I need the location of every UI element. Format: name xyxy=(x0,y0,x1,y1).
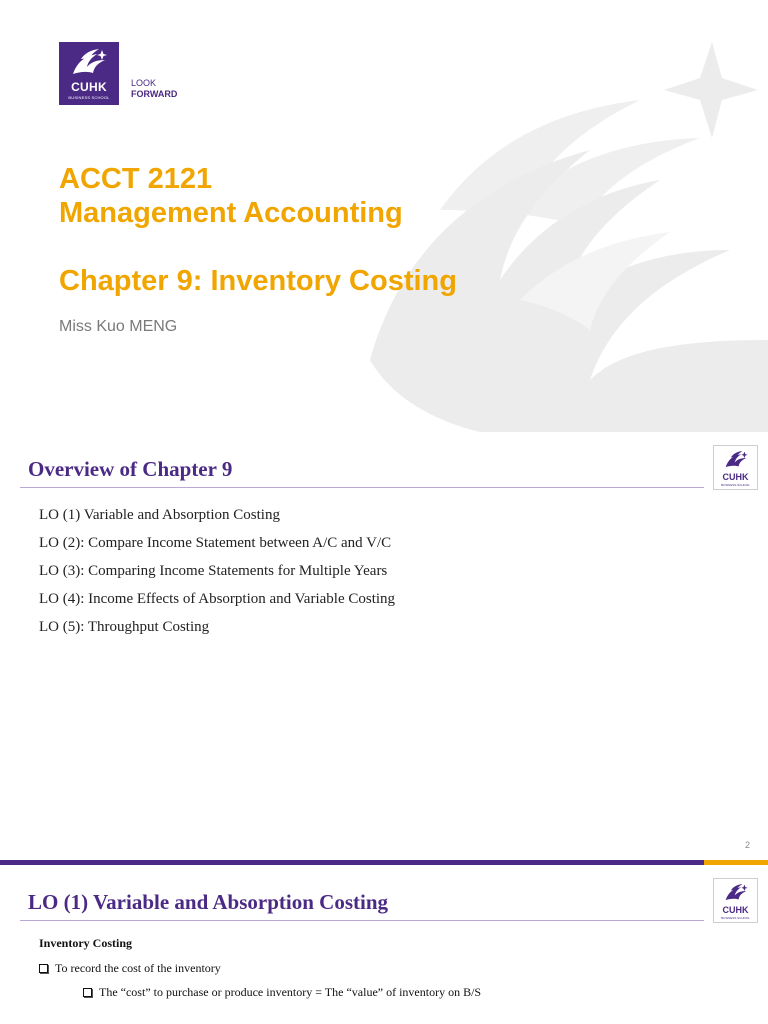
cuhk-logo xyxy=(59,42,119,105)
course-name: Management Accounting xyxy=(59,197,403,229)
phoenix-logo-icon xyxy=(722,449,750,471)
title-slide xyxy=(0,0,768,432)
bullet-item xyxy=(39,961,221,976)
author-name: Miss Kuo MENG xyxy=(59,318,178,335)
list-item: LO (3): Comparing Income Statements for Multiple Years xyxy=(39,563,388,579)
logo-brand-text: CUHK xyxy=(71,80,107,94)
slide-heading: Overview of Chapter 9 xyxy=(28,457,233,481)
section-subheading: Inventory Costing xyxy=(39,936,133,950)
list-item: LO (1) Variable and Absorption Costing xyxy=(39,507,280,523)
heading-rule xyxy=(20,920,704,921)
list-item: LO (4): Income Effects of Absorption and Variable Costing xyxy=(39,591,396,607)
bullet-text: To record the cost of the inventory xyxy=(55,961,221,975)
list-item: LO (5): Throughput Costing xyxy=(39,619,210,635)
overview-slide xyxy=(0,432,768,864)
bullet-text: The “cost” to purchase or produce inventory = The “value” of inventory on B/S xyxy=(99,985,482,999)
course-code: ACCT 2121 xyxy=(59,163,213,195)
lo1-slide xyxy=(0,865,768,1024)
tagline xyxy=(131,78,177,100)
list-item: LO (2): Compare Income Statement between A/C and V/C xyxy=(39,535,392,551)
phoenix-logo-icon xyxy=(722,882,750,904)
bullet-item xyxy=(83,985,481,1000)
phoenix-logo-icon xyxy=(69,46,109,80)
mini-logo-brand: CUHK xyxy=(722,905,749,915)
tagline-line-2: FORWARD xyxy=(131,89,178,99)
page-number: 2 xyxy=(744,840,750,850)
learning-objectives-list xyxy=(39,506,395,646)
checkbox-bullet-icon xyxy=(83,988,92,997)
cuhk-mini-logo xyxy=(713,445,758,490)
tagline-line-1: LOOK xyxy=(131,78,157,88)
heading-rule xyxy=(20,487,704,488)
chapter-title: Chapter 9: Inventory Costing xyxy=(59,265,457,297)
checkbox-bullet-icon xyxy=(39,964,48,973)
cuhk-mini-logo xyxy=(713,878,758,923)
mini-logo-sub: BUSINESS SCHOOL xyxy=(721,916,750,920)
logo-sub-text: BUSINESS SCHOOL xyxy=(68,95,110,100)
mini-logo-sub: BUSINESS SCHOOL xyxy=(721,483,750,487)
slide-heading: LO (1) Variable and Absorption Costing xyxy=(28,890,388,914)
mini-logo-brand: CUHK xyxy=(722,472,749,482)
